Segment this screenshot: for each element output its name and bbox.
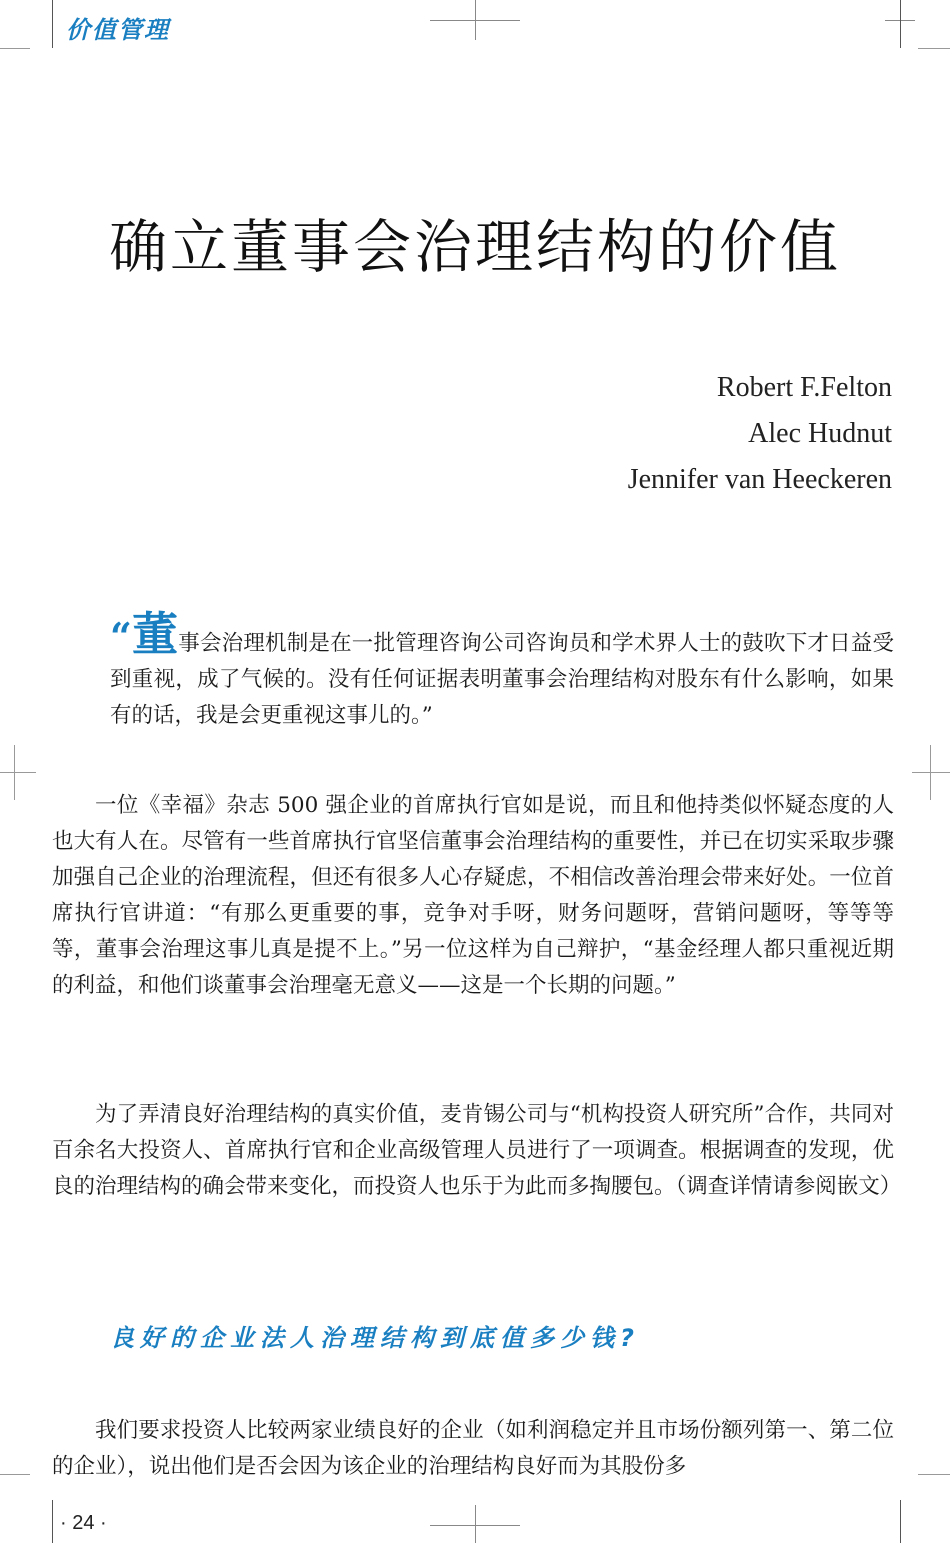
crop-mark [918, 1474, 950, 1475]
author-name: Alec Hudnut [748, 418, 892, 449]
crop-mark [912, 772, 950, 773]
quote-mark: “ [110, 614, 132, 659]
author-name: Jennifer van Heeckeren [627, 464, 892, 495]
crop-mark [918, 48, 950, 49]
body-paragraph: 一位《幸福》杂志 500 强企业的首席执行官如是说，而且和他持类似怀疑态度的人也大有人在。尽管有一些首席执行官坚信董事会治理结构的重要性，并已在切实采取步骤加强自己企业的治理流程，但还有很多人心存疑虑，不相信改善治理会带来好处。一位首席执行官讲道：“有那么更重要的事，竞争对手呀，财务问题呀，营销问题呀，等等等等，董事会治理这事儿真是提不上。”另一位这样为自己辩护，“基金经理人都只重视近期的利益，和他们谈董事会治理毫无意义——这是一个长期的问题。” [52, 793, 894, 998]
crop-mark [475, 1505, 476, 1543]
section-subheading: 良好的企业法人治理结构到底值多少钱? [110, 1324, 640, 1352]
page-number: · 24 · [60, 1512, 107, 1534]
crop-mark [900, 1500, 901, 1543]
drop-cap: 董 [131, 607, 179, 661]
crop-mark [475, 0, 476, 40]
article-title: 确立董事会治理结构的价值 [108, 213, 841, 281]
body-paragraph: 我们要求投资人比较两家业绩良好的企业（如利润稳定并且市场份额列第一、第二位的企业），说出他们是否会因为该企业的治理结构良好而为其股份多 [52, 1418, 894, 1479]
body-paragraph: 为了弄清良好治理结构的真实价值，麦肯锡公司与“机构投资人研究所”合作，共同对百余名大投资人、首席执行官和企业高级管理人员进行了一项调查。根据调查的发现，优良的治理结构的确会带来变化，而投资人也乐于为此而多掏腰包。（调查详情请参阅嵌文） [52, 1102, 902, 1199]
crop-mark [0, 48, 30, 49]
author-name: Robert F.Felton [716, 372, 892, 403]
crop-mark [52, 1500, 53, 1543]
crop-mark [0, 1474, 30, 1475]
author-list [628, 365, 892, 503]
section-label: 价值管理 [66, 16, 170, 44]
crop-mark [52, 0, 53, 48]
crop-mark [930, 745, 931, 800]
crop-mark [900, 0, 901, 48]
lead-quote-text: 事会治理机制是在一批管理咨询公司咨询员和学术界人士的鼓吹下才日益受到重视，成了气候的。没有任何证据表明董事会治理结构对股东有什么影响，如果有的话，我是会更重视这事儿的。” [110, 631, 894, 728]
crop-mark [0, 772, 36, 773]
lead-quote [52, 607, 894, 734]
crop-mark [14, 745, 15, 800]
